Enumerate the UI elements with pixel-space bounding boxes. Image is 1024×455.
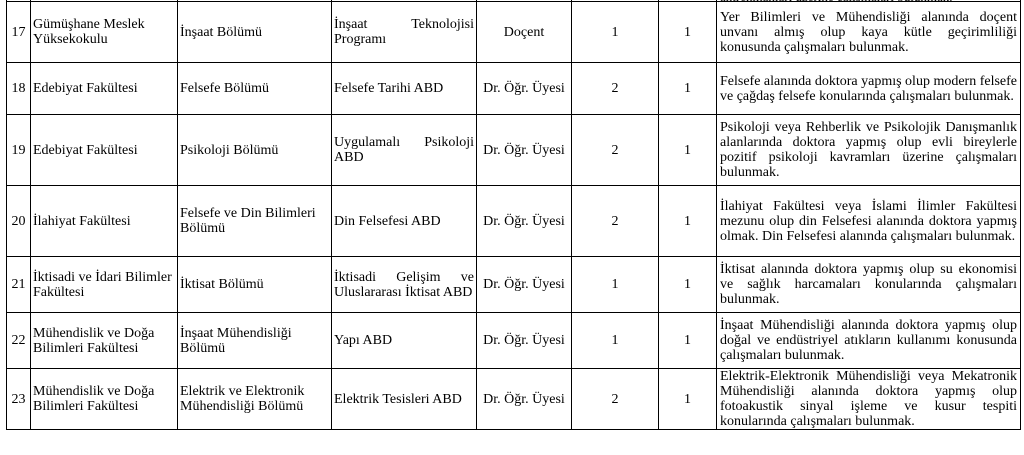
cell-quota: 1	[659, 313, 717, 369]
cell-program: Felsefe Tarihi ABD	[332, 63, 477, 115]
cell-program: Yapı ABD	[332, 313, 477, 369]
table-row	[7, 115, 1021, 186]
cell-title: Dr. Öğr. Üyesi	[477, 115, 572, 186]
cell-department: İnşaat Mühendisliği Bölümü	[178, 313, 332, 369]
cell-faculty: İlahiyat Fakültesi	[31, 186, 178, 257]
cell-count: 2	[572, 63, 659, 115]
cell-faculty: Edebiyat Fakültesi	[31, 63, 178, 115]
cell-program: İktisadi Gelişim ve Uluslararası İktisat ABD	[332, 257, 477, 313]
cell-title: Doçent	[477, 2, 572, 63]
cell-quota: 1	[659, 63, 717, 115]
cell-quota: 1	[659, 2, 717, 63]
cell-row-number: 20	[7, 186, 31, 257]
cell-title: Dr. Öğr. Üyesi	[477, 313, 572, 369]
cell-title: Dr. Öğr. Üyesi	[477, 63, 572, 115]
cell-department: Felsefe ve Din Bilimleri Bölümü	[178, 186, 332, 257]
cell-quota: 1	[659, 369, 717, 430]
cell-description: Elektrik-Elektronik Mühendisliği veya Mekatronik Mühendisliği alanında doktora yapmış olup fotoakustik sinyal işleme ve kusur tespiti konularında çalışmaları bulunmak.	[717, 369, 1021, 430]
cell-description: İnşaat Mühendisliği alanında doktora yapmış olup doğal ve endüstriyel atıkların kullanımı konusunda çalışmaları bulunmak.	[717, 313, 1021, 369]
cell-faculty: Gümüşhane Meslek Yüksekokulu	[31, 2, 178, 63]
table-row	[7, 2, 1021, 63]
cell-title: Dr. Öğr. Üyesi	[477, 257, 572, 313]
table-row	[7, 257, 1021, 313]
cell-description: Yer Bilimleri ve Mühendisliği alanında doçent unvanı almış olup kaya kütle geçirimliliği konusunda çalışmaları bulunmak.	[717, 2, 1021, 63]
staff-positions-table-container	[6, 0, 1020, 430]
cell-quota: 1	[659, 186, 717, 257]
cell-count: 1	[572, 313, 659, 369]
cell-count: 2	[572, 115, 659, 186]
cell-row-number: 23	[7, 369, 31, 430]
cell-department: Psikoloji Bölümü	[178, 115, 332, 186]
cell-count: 2	[572, 186, 659, 257]
cell-description: Psikoloji veya Rehberlik ve Psikolojik Danışmanlık alanlarında doktora yapmış olup evli bireylerle pozitif psikoloji kavramları üzerine çalışmaları bulunmak.	[717, 115, 1021, 186]
cell-program: Uygulamalı Psikoloji ABD	[332, 115, 477, 186]
cell-department: İnşaat Bölümü	[178, 2, 332, 63]
cell-faculty: Edebiyat Fakültesi	[31, 115, 178, 186]
cell-program: Elektrik Tesisleri ABD	[332, 369, 477, 430]
cell-title: Dr. Öğr. Üyesi	[477, 186, 572, 257]
cell-department: Elektrik ve Elektronik Mühendisliği Bölümü	[178, 369, 332, 430]
table-row	[7, 369, 1021, 430]
cell-quota: 1	[659, 257, 717, 313]
cell-faculty: Mühendislik ve Doğa Bilimleri Fakültesi	[31, 313, 178, 369]
cell-program: Din Felsefesi ABD	[332, 186, 477, 257]
cell-faculty: Mühendislik ve Doğa Bilimleri Fakültesi	[31, 369, 178, 430]
table-row	[7, 186, 1021, 257]
table-row	[7, 63, 1021, 115]
cell-count: 1	[572, 257, 659, 313]
cell-program: İnşaat Teknolojisi Programı	[332, 2, 477, 63]
cell-quota: 1	[659, 115, 717, 186]
cell-row-number: 17	[7, 2, 31, 63]
table-body	[7, 0, 1021, 430]
cell-description: Felsefe alanında doktora yapmış olup modern felsefe ve çağdaş felsefe konularında çalışmaları bulunmak.	[717, 63, 1021, 115]
cell-department: İktisat Bölümü	[178, 257, 332, 313]
cell-description: İlahiyat Fakültesi veya İslami İlimler Fakültesi mezunu olup din Felsefesi alanında doktora yapmış olmak. Din Felsefesi alanında çalışmaları bulunmak.	[717, 186, 1021, 257]
table-row	[7, 313, 1021, 369]
cell-row-number: 19	[7, 115, 31, 186]
cell-row-number: 21	[7, 257, 31, 313]
cell-description: İktisat alanında doktora yapmış olup su ekonomisi ve sağlık harcamaları konularında çalışmaları bulunmak.	[717, 257, 1021, 313]
cell-title: Dr. Öğr. Üyesi	[477, 369, 572, 430]
cell-row-number: 22	[7, 313, 31, 369]
staff-positions-table	[6, 0, 1021, 430]
cell-department: Felsefe Bölümü	[178, 63, 332, 115]
cell-count: 2	[572, 369, 659, 430]
cell-faculty: İktisadi ve İdari Bilimler Fakültesi	[31, 257, 178, 313]
cell-row-number: 18	[7, 63, 31, 115]
cell-count: 1	[572, 2, 659, 63]
